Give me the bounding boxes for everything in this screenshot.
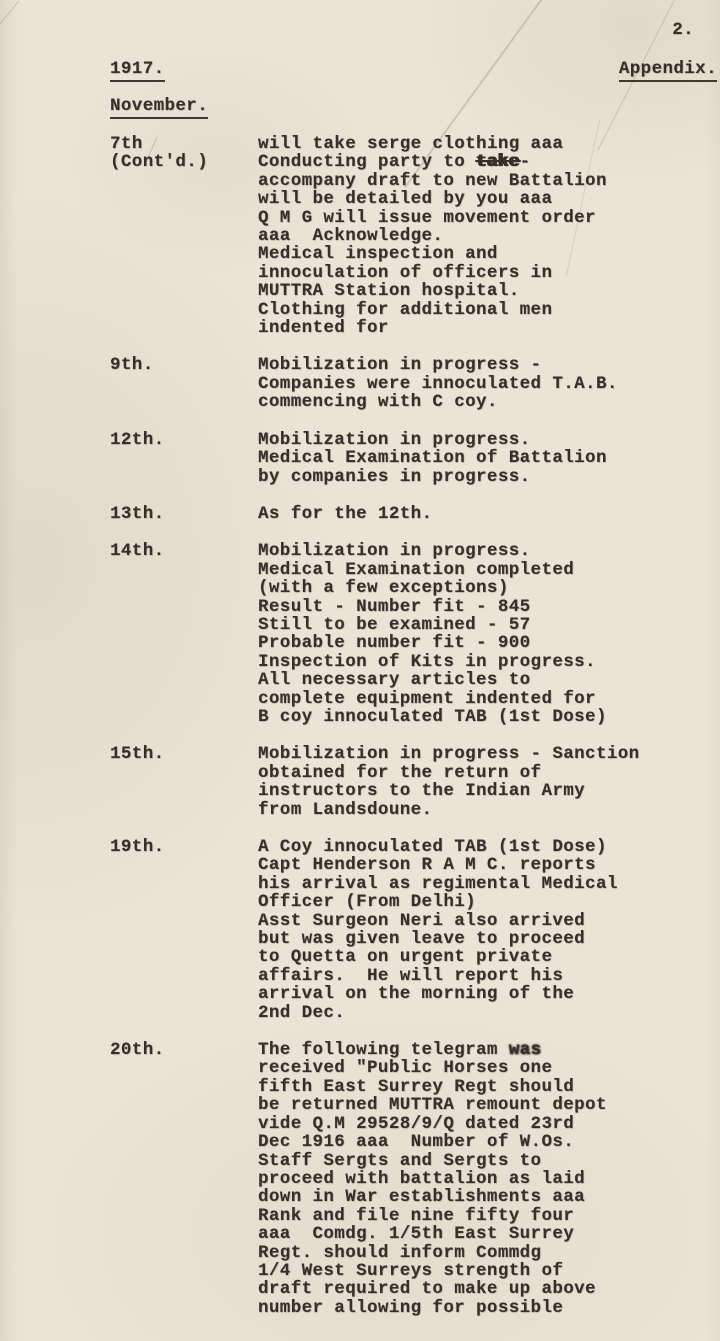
page-header (110, 59, 717, 82)
diary-entry (110, 542, 720, 726)
entry-text: A Coy innoculated TAB (1st Dose) Capt Henderson R A M C. reports his arrival as regimental Medical Officer (From Delhi) Asst Surgeon Neri also arrived but was given leave to proceed to Quetta on urgent private affairs. He will report his arrival on the morning of the 2nd Dec. (258, 837, 618, 1023)
entry-date: 14th. (110, 541, 165, 562)
entry-date: 19th. (110, 837, 165, 857)
entry-text: will take serge clothing aaa Conducting party to take- accompany draft to new Battalion will be detailed by you aaa Q M G will issue movement order aaa Acknowledge. Medical inspection and innoculation of officers in MUTTRA Station hospital. Clothing for additional men indented for (258, 134, 607, 339)
month-heading: November. (110, 96, 208, 116)
entry-date: 20th. (110, 1040, 165, 1061)
entry-text: Mobilization in progress - Companies were innoculated T.A.B. commencing with C coy. (258, 355, 618, 413)
diary-entry (110, 356, 720, 411)
entry-date: 9th. (110, 355, 154, 376)
page-number: 2. (672, 20, 694, 40)
entry-date: 12th. (110, 429, 165, 450)
diary-entry (110, 745, 720, 819)
entry-text: Mobilization in progress. Medical Examination completed (with a few exceptions) Result - Number fit - 845 Still to be examined - 57 Probable number fit - 900 Inspection of Kits in progress. All necessary articles to complete equipment indented for B coy innoculated TAB (1st Dose) (258, 541, 607, 727)
entry-text: The following telegram was received "Public Horses one fifth East Surrey Regt should be returned MUTTRA remount depot vide Q.M 29528/9/Q dated 23rd Dec 1916 aaa Number of W.Os. Staff Sergts and Sergts to proceed with battalion as laid down in War establishments aaa Rank and file nine fifty four aaa Comdg. 1/5th East Surrey Regt. should inform Commdg 1/4 West Surreys strength of draft required to make up above number allowing for possible (258, 1040, 607, 1318)
diary-entry (110, 505, 720, 523)
diary-entries (110, 135, 720, 1336)
appendix-heading: Appendix. (619, 59, 717, 82)
entry-date: 13th. (110, 503, 165, 524)
entry-text: Mobilization in progress - Sanction obtained for the return of instructors to the Indian Army from Landsdoune. (258, 744, 640, 820)
diary-entry (110, 838, 720, 1022)
year-heading: 1917. (110, 59, 165, 82)
diary-entry (110, 431, 720, 486)
entry-date: 7th (Cont'd.) (110, 134, 209, 173)
entry-text: Mobilization in progress. Medical Examination of Battalion by companies in progress. (258, 429, 607, 487)
entry-text: As for the 12th. (258, 503, 433, 524)
struck-out-word: take (476, 152, 520, 173)
diary-entry (110, 1041, 720, 1317)
paper-crease (0, 0, 20, 31)
entry-date: 15th. (110, 744, 165, 765)
diary-entry (110, 135, 720, 337)
smudged-word: was (508, 1040, 542, 1061)
